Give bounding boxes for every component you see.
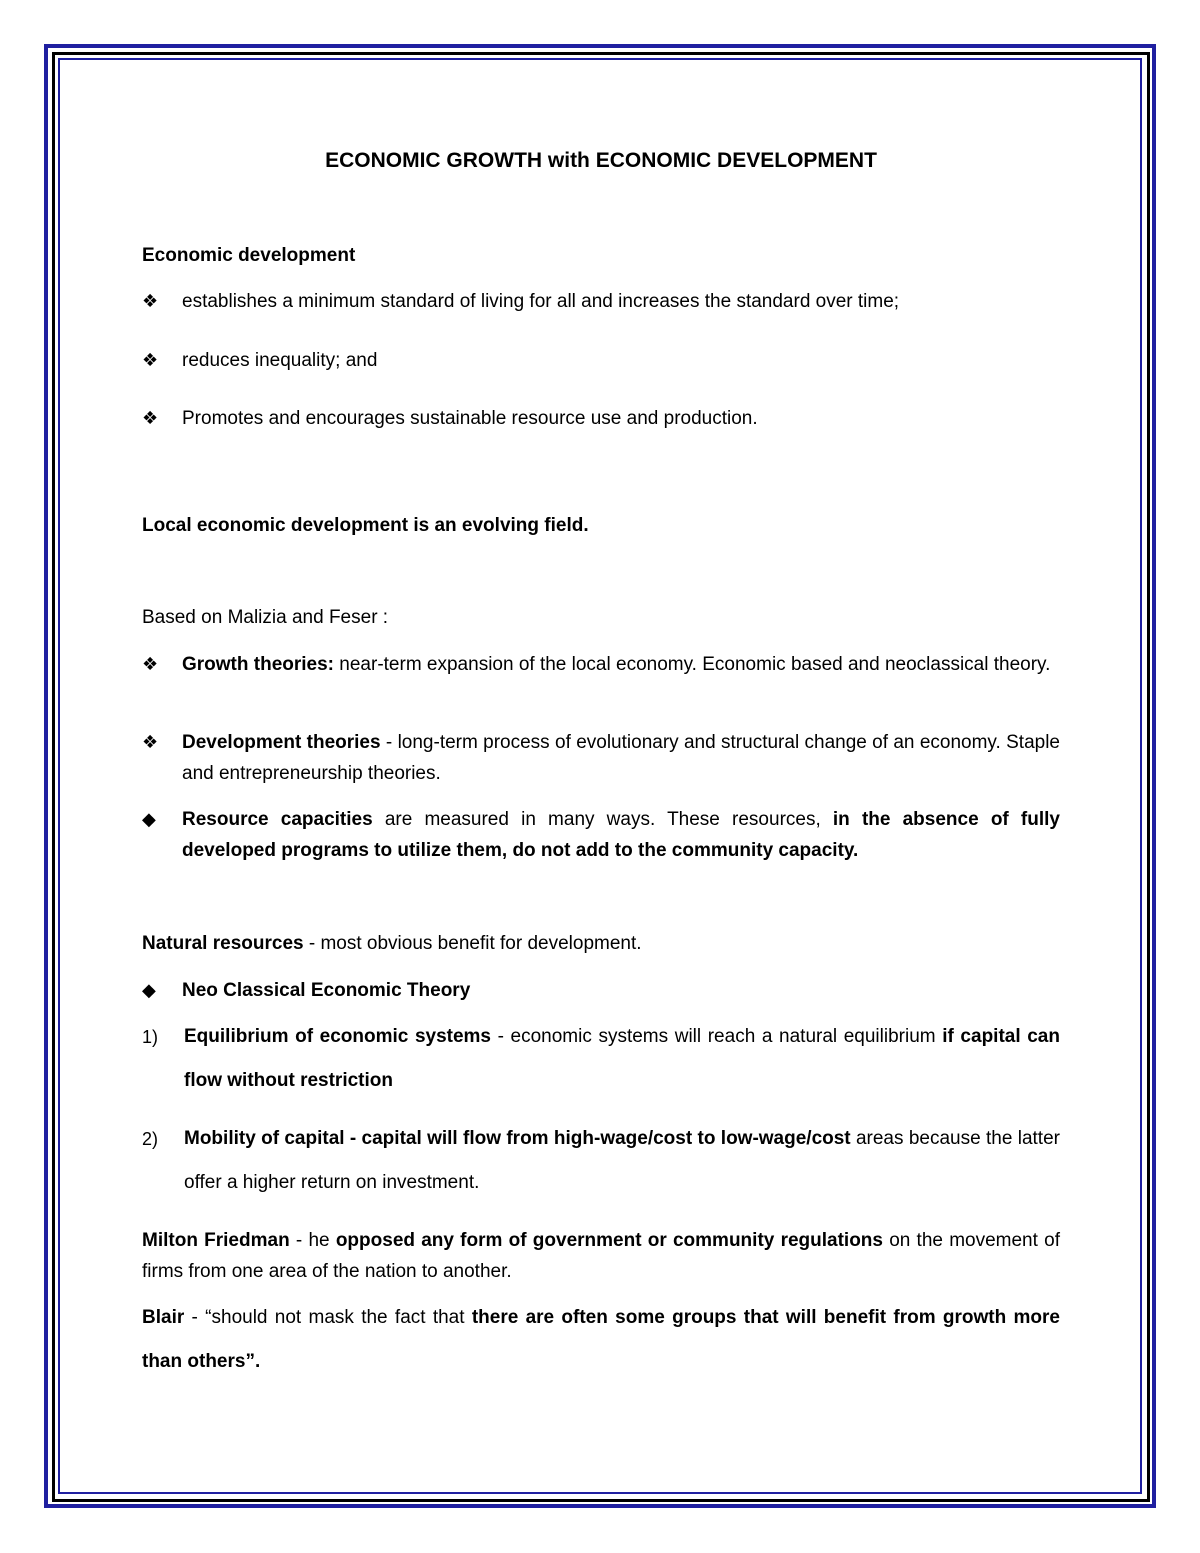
list-item-text: reduces inequality; and (182, 350, 378, 371)
term-emphasis: opposed any form of government or community regulations (335, 1230, 883, 1251)
term-description: - he (289, 1230, 336, 1251)
ornament-bullet-icon: ❖ (142, 732, 159, 752)
term-natural-resources: Natural resources (142, 933, 304, 954)
term-development-theories: Development theories (182, 732, 381, 753)
term-growth-theories: Growth theories: (182, 654, 335, 675)
term-equilibrium: Equilibrium of economic systems (184, 1026, 491, 1047)
term-emphasis: there are often some groups that will benefit from growth more than others”. (142, 1307, 1060, 1372)
term-description: - “should not mask the fact that (184, 1307, 472, 1328)
local-development-statement: Local economic development is an evolving field. (142, 515, 589, 536)
blair-paragraph (142, 1296, 1060, 1384)
item-number: 2) (142, 1129, 159, 1149)
term-resource-capacities: Resource capacities (182, 809, 373, 830)
ornament-bullet-icon: ❖ (142, 408, 159, 428)
numbered-item-text (184, 1117, 1060, 1205)
friedman-paragraph (142, 1225, 1060, 1287)
term-description: - long-term process of evolutionary and structural change of an economy. Staple and entrepreneurship theories. (182, 732, 1060, 784)
ornament-bullet-icon: ❖ (142, 654, 159, 674)
term-description: areas because the latter offer a higher return on investment. (184, 1128, 1060, 1193)
term-description: - economic systems will reach a natural equilibrium (491, 1026, 943, 1047)
term-description: near-term expansion of the local economy. Economic based and neoclassical theory. (334, 654, 1051, 675)
ornament-bullet-icon: ❖ (142, 350, 159, 370)
list-item (142, 403, 1060, 434)
list-item (142, 975, 1060, 1006)
list-item-text (182, 804, 1060, 866)
list-item (142, 286, 1060, 317)
term-emphasis: in the absence of fully developed programs to utilize them, do not add to the community capacity. (182, 809, 1060, 861)
term-description: on the movement of firms from one area of the nation to another. (142, 1230, 1060, 1282)
section-heading-economic-development: Economic development (142, 245, 356, 266)
list-item-text: Promotes and encourages sustainable resource use and production. (182, 408, 758, 429)
numbered-item (142, 1117, 1060, 1205)
term-description: are measured in many ways. These resources, (372, 809, 833, 830)
list-item-text (182, 649, 1060, 680)
solid-diamond-bullet-icon: ◆ (142, 980, 156, 1000)
term-emphasis: if capital can flow without restriction (184, 1026, 1060, 1091)
natural-resources-line (142, 928, 1060, 959)
numbered-item-text (184, 1015, 1060, 1103)
list-item (142, 727, 1060, 789)
list-item (142, 804, 1060, 866)
term-mobility-of-capital: Mobility of capital - capital will flow from high-wage/cost to low-wage/cost (184, 1128, 851, 1149)
solid-diamond-bullet-icon: ◆ (142, 809, 156, 829)
ornament-bullet-icon: ❖ (142, 291, 159, 311)
section-heading-malizia-feser: Based on Malizia and Feser : (142, 607, 389, 628)
page-title: ECONOMIC GROWTH with ECONOMIC DEVELOPMENT (325, 149, 877, 172)
list-item-text: establishes a minimum standard of living for all and increases the standard over time; (182, 291, 900, 312)
list-item (142, 345, 1060, 376)
item-number: 1) (142, 1027, 159, 1047)
list-item-text (182, 727, 1060, 789)
term-blair: Blair (142, 1307, 185, 1328)
list-item (142, 649, 1060, 680)
term-milton-friedman: Milton Friedman (142, 1230, 290, 1251)
neo-classical-heading: Neo Classical Economic Theory (182, 980, 471, 1001)
term-description: - most obvious benefit for development. (303, 933, 642, 954)
numbered-item (142, 1015, 1060, 1103)
